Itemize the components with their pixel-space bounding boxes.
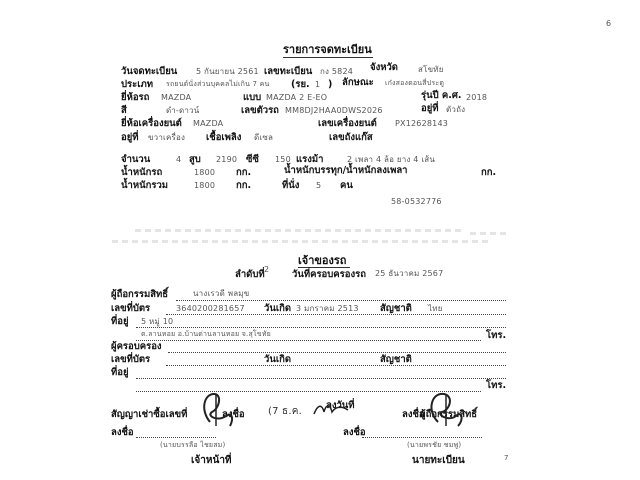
- person-label: คน: [340, 180, 353, 191]
- section-title-registration: รายการจดทะเบียน: [283, 43, 372, 56]
- address-line-1: 5 หมู่ 10: [141, 317, 174, 326]
- sign-date-1: (7 ธ.ค.: [268, 406, 302, 417]
- section-title-owner: เจ้าของรถ: [298, 254, 347, 267]
- bleed-through-mark: [112, 240, 492, 243]
- province-value: สโขทัย: [418, 65, 444, 74]
- hp-value: 150: [275, 155, 291, 164]
- bleed-through-mark: [135, 229, 465, 232]
- chassis-label: เลขตัวรถ: [241, 105, 279, 116]
- model-label: แบบ: [243, 92, 262, 103]
- seq-value: 2: [264, 265, 270, 274]
- dotted-line: [362, 437, 482, 438]
- dotted-line: [136, 327, 506, 328]
- count-label: จำนวน: [121, 154, 151, 165]
- type-label: ประเภท: [121, 79, 154, 90]
- phone2-label: โทร.: [486, 380, 507, 391]
- id-value: 3640200281657: [176, 304, 245, 313]
- year-label: รุ่นปี ค.ศ.: [421, 90, 462, 101]
- hp-label: แรงม้า: [296, 154, 324, 165]
- plate-value: กง 5824: [320, 67, 354, 76]
- load-label: น้ำหนักบรรทุก/น้ำหนักลงเพลา: [284, 165, 408, 176]
- province-label: จังหวัด: [370, 62, 398, 73]
- at2-value: ขวาเครื่อง: [148, 133, 186, 142]
- address2-label: ที่อยู่: [111, 367, 129, 378]
- rs-value: 1: [315, 80, 321, 89]
- role-officer: เจ้าหน้าที่: [191, 455, 232, 466]
- sign-label-1: ลงชื่อ: [222, 409, 245, 420]
- fuel-value: ดีเซล: [254, 133, 274, 142]
- owner-value: นางเรวดี พลมุข: [193, 289, 250, 298]
- dotted-line: [136, 340, 481, 341]
- bleed-through-mark: [470, 232, 510, 235]
- engine-no-value: PX12628143: [395, 119, 449, 128]
- at-label: อยู่ที่: [421, 103, 439, 114]
- dotted-line: [136, 378, 506, 379]
- sign-label-2: ลงชื่อ: [402, 409, 425, 420]
- engine-no-label: เลขเครื่องยนต์: [318, 118, 377, 129]
- bottom-sign-label-1: ลงชื่อ: [111, 427, 134, 438]
- rs-label: (รย.: [291, 79, 310, 90]
- dotted-line: [136, 437, 216, 438]
- kg-label-2: กก.: [481, 167, 497, 178]
- possess-date-label: วันที่ครอบครองรถ: [292, 269, 366, 280]
- possess-date-value: 25 ธันวาคม 2567: [375, 269, 444, 278]
- birth-value: 3 มกราคม 2513: [296, 304, 359, 313]
- at2-label: อยู่ที่: [121, 132, 139, 143]
- plate-label: เลขทะเบียน: [264, 66, 313, 77]
- bottom-name-1: (นายบรรลือ ไชยสม): [160, 441, 226, 449]
- id-label: เลขที่บัตร: [111, 303, 151, 314]
- character-label: ลักษณะ: [342, 77, 374, 88]
- cc-value: 2190: [216, 155, 238, 164]
- title-underline: [298, 267, 350, 268]
- cyl-label: สูบ: [189, 154, 201, 165]
- fuel-label: เชื้อเพลิง: [206, 132, 242, 143]
- nation-value: ไทย: [428, 304, 443, 313]
- tank-label: เลขถังแก๊ส: [329, 132, 373, 143]
- color-label: สี: [121, 105, 127, 116]
- dotted-line: [168, 352, 506, 353]
- engine-brand-label: ยี่ห้อเครื่องยนต์: [121, 118, 182, 129]
- sign-role-2: ผู้ถือกรรมสิทธิ์: [420, 409, 478, 420]
- role-registrar: นายทะเบียน: [412, 455, 465, 466]
- brand-label: ยี่ห้อรถ: [121, 92, 150, 103]
- birth2-label: วันเกิด: [264, 354, 291, 365]
- title-underline: [283, 57, 373, 58]
- kg-label-3: กก.: [236, 180, 252, 191]
- gross-label: น้ำหนักรวม: [121, 180, 169, 191]
- address-label: ที่อยู่: [111, 316, 129, 327]
- bottom-name-2: (นายพรชัย ชมพู): [407, 441, 462, 449]
- year-value: 2018: [466, 93, 488, 102]
- handwritten-signature-1: [196, 388, 240, 430]
- gross-value: 1800: [194, 181, 216, 190]
- weight-label: น้ำหนักรถ: [121, 167, 163, 178]
- seats-value: 5: [316, 181, 322, 190]
- dotted-line: [166, 365, 506, 366]
- reg-date-label: วันจดทะเบียน: [121, 66, 178, 77]
- model-value: MAZDA 2 E-EO: [266, 93, 328, 102]
- kg-label-1: กก.: [236, 167, 252, 178]
- handwritten-signature-mark: [312, 400, 352, 420]
- phone-label: โทร.: [486, 330, 507, 341]
- engine-brand-value: MAZDA: [193, 119, 224, 128]
- id2-label: เลขที่บัตร: [111, 354, 151, 365]
- cc-label: ซีซี: [246, 154, 259, 165]
- character-value: เก๋งสองตอนสี่ประตู: [385, 79, 445, 87]
- seats-label: ที่นั่ง: [282, 180, 300, 191]
- weight-value: 1800: [194, 168, 216, 177]
- reg-date-value: 5 กันยายน 2561: [196, 67, 259, 76]
- dotted-line: [176, 300, 506, 301]
- birth-label: วันเกิด: [264, 303, 291, 314]
- bottom-sign-label-2: ลงชื่อ: [343, 427, 366, 438]
- seq-label: ลำดับที่: [235, 269, 265, 280]
- at-value: ตัวถัง: [446, 105, 466, 114]
- axles-value: 2 เพลา 4 ล้อ ยาง 4 เส้น: [347, 155, 436, 164]
- address-line-2: ต.ลานหอย อ.บ้านด่านลานหอย จ.สุโขทัย: [141, 330, 271, 338]
- count-value: 4: [176, 155, 182, 164]
- type-value: รถยนต์นั่งส่วนบุคคลไม่เกิน 7 คน: [166, 80, 270, 88]
- registration-document: 6 รายการจดทะเบียน วันจดทะเบียน 5 กันยายน 2561 เลขทะเบียน กง 5824 จังหวัด สโขทัย ประเภท รถยนต์นั่งส่วนบุคคลไม่เกิน 7 คน (รย. 1 ) ลักษณะ เก๋งสองตอนสี่ประตู ยี่ห้อรถ MAZDA แบบ MAZDA 2 E-EO รุ่นปี ค.ศ. 2018 สี ดำ-ดาวน์ เลขตัวรถ MM8DJ2HAA0DWS2026 อยู่ที่ ตัวถัง ยี่ห้อเครื่องยนต์ MAZDA เลขเครื่องยนต์ PX12628143 อยู่ที่ ขวาเครื่อง เชื้อเพลิง ดีเซล เลขถังแก๊ส จำนวน 4 สูบ 2190 ซีซี 150 แรงม้า 2 เพลา 4 ล้อ ยาง 4 เส้น น้ำหนักรถ 1800 กก. น้ำหนักบรรทุก/น้ำหนักลงเพลา กก. น้ำหนักรวม 1800 กก. ที่นั่ง 5 คน 58-0532776 เจ้าของรถ ลำดับที่ 2 วันที่ครอบครองรถ 25 ธันวาคม 2567 ผู้ถือกรรมสิทธิ์ นางเรวดี พลมุข เลขที่บัตร 3640200281657 วันเกิด 3 มกราคม 2513 สัญชาติ ไทย ที่อยู่ 5 หมู่ 10 ต.ลานหอย อ.บ้านด่านลานหอย จ.สุโขทัย โทร. ผู้ครอบครอง เลขที่บัตร วันเกิด สัญชาติ ที่อยู่ โทร. สัญญาเช่าซื้อเลขที่ ลงวันที่ ลงชื่อ (7 ธ.ค. ลงชื่อ ผู้ถือกรรมสิทธิ์ ลงชื่อ (นายบรรลือ ไชยสม) ลงชื่อ (นายพรชัย ชมพู) เจ้าหน้าที่ นายทะเบียน 7: [111, 19, 612, 466]
- handwritten-signature-2: [424, 386, 468, 430]
- page-number-bottom: 7: [504, 454, 509, 462]
- contract-label: สัญญาเช่าซื้อเลขที่: [111, 409, 188, 420]
- chassis-value: MM8DJ2HAA0DWS2026: [285, 106, 383, 115]
- dotted-line: [166, 314, 506, 315]
- owner-label: ผู้ถือกรรมสิทธิ์: [111, 289, 169, 300]
- color-value: ดำ-ดาวน์: [166, 106, 200, 115]
- holder-label: ผู้ครอบครอง: [111, 341, 162, 352]
- nation-label: สัญชาติ: [380, 303, 412, 314]
- contract-date-label: ลงวันที่: [326, 400, 355, 411]
- reference-number: 58-0532776: [391, 197, 442, 206]
- brand-value: MAZDA: [161, 93, 192, 102]
- page-number: 6: [606, 19, 612, 28]
- nation2-label: สัญชาติ: [380, 354, 412, 365]
